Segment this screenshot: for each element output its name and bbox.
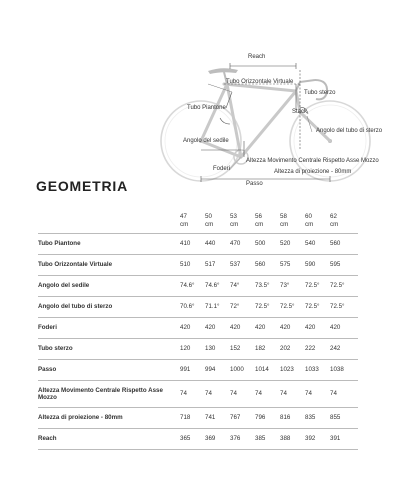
size-number: 50 bbox=[205, 213, 212, 220]
table-cell: 202 bbox=[280, 338, 305, 359]
table-cell: 575 bbox=[280, 254, 305, 275]
table-cell: 420 bbox=[305, 317, 330, 338]
size-header-2 bbox=[230, 212, 255, 233]
table-cell: 73° bbox=[280, 275, 305, 296]
label-reach: Reach bbox=[248, 54, 266, 60]
table-cell: 376 bbox=[230, 428, 255, 449]
table-cell: 182 bbox=[255, 338, 280, 359]
geometry-table bbox=[38, 212, 358, 450]
table-cell: 560 bbox=[255, 254, 280, 275]
size-unit: cm bbox=[280, 221, 289, 228]
table-cell: 74 bbox=[230, 380, 255, 407]
table-cell: 540 bbox=[305, 233, 330, 254]
label-fork-length: Altezza di proiezione - 80mm bbox=[274, 169, 352, 175]
size-number: 58 bbox=[280, 213, 287, 220]
table-cell: 718 bbox=[180, 407, 205, 428]
table-cell: 590 bbox=[305, 254, 330, 275]
table-cell: 72.5° bbox=[305, 296, 330, 317]
table-row bbox=[38, 296, 358, 317]
table-cell: 72.5° bbox=[255, 296, 280, 317]
size-number: 47 bbox=[180, 213, 187, 220]
table-cell: 365 bbox=[180, 428, 205, 449]
size-unit: cm bbox=[255, 221, 264, 228]
table-cell: 835 bbox=[305, 407, 330, 428]
table-cell: 560 bbox=[330, 233, 358, 254]
table-cell: 537 bbox=[230, 254, 255, 275]
size-unit: cm bbox=[330, 221, 339, 228]
table-cell: 72.5° bbox=[330, 296, 358, 317]
table-cell: 470 bbox=[230, 233, 255, 254]
row-label: Altezza Movimento Centrale Rispetto Asse Mozzo bbox=[38, 380, 180, 407]
bike-geometry-diagram bbox=[0, 0, 400, 200]
table-cell: 74.6° bbox=[205, 275, 230, 296]
table-cell: 74.6° bbox=[180, 275, 205, 296]
table-cell: 74 bbox=[255, 380, 280, 407]
table-cell: 74 bbox=[280, 380, 305, 407]
size-header-5 bbox=[305, 212, 330, 233]
table-cell: 420 bbox=[330, 317, 358, 338]
table-cell: 72.5° bbox=[330, 275, 358, 296]
table-cell: 855 bbox=[330, 407, 358, 428]
table-cell: 369 bbox=[205, 428, 230, 449]
row-label: Angolo del sedile bbox=[38, 275, 180, 296]
table-cell: 420 bbox=[255, 317, 280, 338]
table-cell: 74 bbox=[205, 380, 230, 407]
page-title: GEOMETRIA bbox=[36, 178, 128, 194]
table-cell: 420 bbox=[280, 317, 305, 338]
table-cell: 440 bbox=[205, 233, 230, 254]
label-head-angle: Angolo del tubo di sterzo bbox=[316, 128, 383, 134]
table-row bbox=[38, 428, 358, 449]
row-label: Reach bbox=[38, 428, 180, 449]
table-cell: 74 bbox=[330, 380, 358, 407]
table-row bbox=[38, 275, 358, 296]
table-cell: 1014 bbox=[255, 359, 280, 380]
label-seat-tube: Tubo Piantone bbox=[187, 105, 226, 111]
table-cell: 152 bbox=[230, 338, 255, 359]
table-cell: 420 bbox=[230, 317, 255, 338]
table-cell: 517 bbox=[205, 254, 230, 275]
table-cell: 595 bbox=[330, 254, 358, 275]
size-header-spacer bbox=[38, 212, 180, 233]
table-cell: 222 bbox=[305, 338, 330, 359]
label-chainstay: Foderi bbox=[213, 166, 231, 172]
row-label: Altezza di proiezione - 80mm bbox=[38, 407, 180, 428]
size-header-0 bbox=[180, 212, 205, 233]
table-cell: 73.5° bbox=[255, 275, 280, 296]
table-cell: 420 bbox=[180, 317, 205, 338]
geometry-table-body bbox=[38, 233, 358, 449]
label-head-tube: Tubo sterzo bbox=[304, 90, 336, 96]
table-cell: 816 bbox=[280, 407, 305, 428]
size-header-3 bbox=[255, 212, 280, 233]
label-virtual-top-tube: Tubo Orizzontale Virtuale bbox=[226, 79, 294, 85]
label-wheelbase: Passo bbox=[246, 181, 263, 187]
size-unit: cm bbox=[180, 221, 189, 228]
label-stack: Stack bbox=[292, 109, 308, 115]
table-cell: 391 bbox=[330, 428, 358, 449]
table-row bbox=[38, 254, 358, 275]
row-label: Tubo Orizzontale Virtuale bbox=[38, 254, 180, 275]
size-unit: cm bbox=[230, 221, 239, 228]
table-cell: 385 bbox=[255, 428, 280, 449]
table-cell: 72.5° bbox=[305, 275, 330, 296]
table-cell: 130 bbox=[205, 338, 230, 359]
row-label: Foderi bbox=[38, 317, 180, 338]
row-label: Angolo del tubo di sterzo bbox=[38, 296, 180, 317]
size-number: 56 bbox=[255, 213, 262, 220]
table-cell: 74 bbox=[305, 380, 330, 407]
table-cell: 74° bbox=[230, 275, 255, 296]
table-cell: 242 bbox=[330, 338, 358, 359]
table-cell: 410 bbox=[180, 233, 205, 254]
table-cell: 500 bbox=[255, 233, 280, 254]
table-cell: 74 bbox=[180, 380, 205, 407]
row-label: Tubo Piantone bbox=[38, 233, 180, 254]
size-number: 53 bbox=[230, 213, 237, 220]
label-seat-angle: Angolo del sedile bbox=[183, 138, 229, 144]
size-header-4 bbox=[280, 212, 305, 233]
row-label: Passo bbox=[38, 359, 180, 380]
size-header-1 bbox=[205, 212, 230, 233]
size-header-6 bbox=[330, 212, 358, 233]
table-cell: 1000 bbox=[230, 359, 255, 380]
table-cell: 72.5° bbox=[280, 296, 305, 317]
table-cell: 388 bbox=[280, 428, 305, 449]
size-unit: cm bbox=[305, 221, 314, 228]
table-row bbox=[38, 380, 358, 407]
table-cell: 741 bbox=[205, 407, 230, 428]
table-cell: 991 bbox=[180, 359, 205, 380]
table-row bbox=[38, 317, 358, 338]
table-row bbox=[38, 338, 358, 359]
size-number: 62 bbox=[330, 213, 337, 220]
table-cell: 120 bbox=[180, 338, 205, 359]
label-bb-drop: Altezza Movimento Centrale Rispetto Asse Mozzo bbox=[246, 158, 379, 164]
table-cell: 796 bbox=[255, 407, 280, 428]
table-cell: 994 bbox=[205, 359, 230, 380]
saddle bbox=[208, 68, 238, 74]
table-cell: 420 bbox=[205, 317, 230, 338]
size-unit: cm bbox=[205, 221, 214, 228]
table-row bbox=[38, 233, 358, 254]
table-cell: 767 bbox=[230, 407, 255, 428]
table-cell: 392 bbox=[305, 428, 330, 449]
table-cell: 510 bbox=[180, 254, 205, 275]
table-cell: 70.6° bbox=[180, 296, 205, 317]
row-label: Tubo sterzo bbox=[38, 338, 180, 359]
table-cell: 1038 bbox=[330, 359, 358, 380]
table-cell: 72° bbox=[230, 296, 255, 317]
table-cell: 520 bbox=[280, 233, 305, 254]
table-cell: 71.1° bbox=[205, 296, 230, 317]
table-cell: 1033 bbox=[305, 359, 330, 380]
size-header-row bbox=[38, 212, 358, 233]
table-row bbox=[38, 407, 358, 428]
table-row bbox=[38, 359, 358, 380]
size-number: 60 bbox=[305, 213, 312, 220]
table-cell: 1023 bbox=[280, 359, 305, 380]
